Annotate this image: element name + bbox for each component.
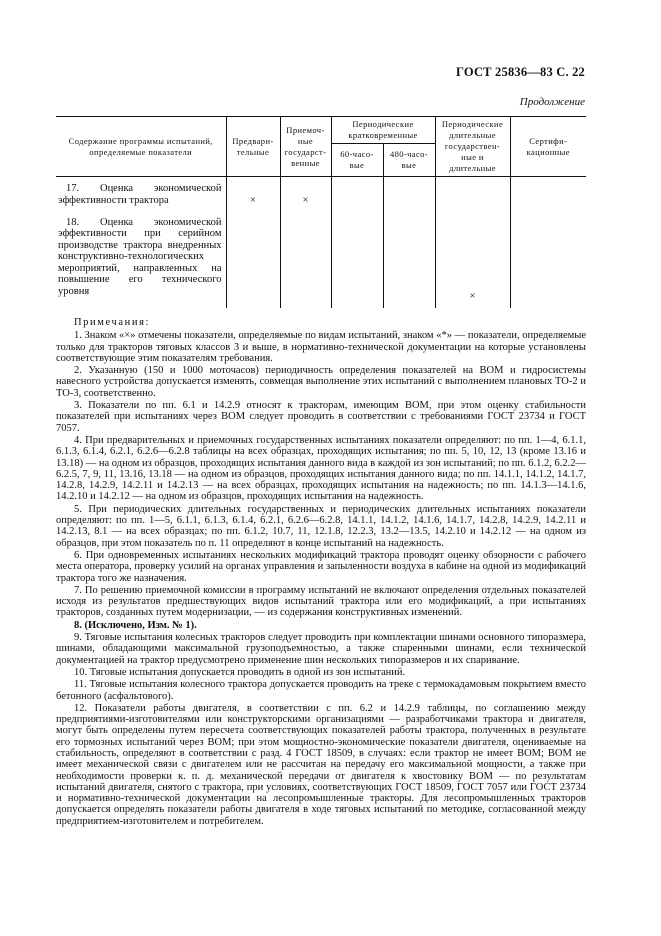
mark-acceptance: × xyxy=(302,195,309,206)
notes-title: Примечания: xyxy=(74,317,151,328)
note-item: 12. Показатели работы двигателя, в соответствии с пп. 6.2 и 14.2.9 таблицы, по соглашению между предприятиями-изготовителями или конструкторскими организациями — разработчиками трактора и двигателя, могут быть определены путем пересчета соответствующих показателей работы трактора, полученных в результате его тормозных испытаний через ВОМ; при этом мощностно-экономические показатели двигателя, оцениваемые на стабильность, определяют в соответствии с разд. 4 ГОСТ 18509, в случаях: если трактор не имеет ВОМ; ВОМ не имеет механической связи с двигателем или не рассчитан на передачу его максимальной мощности, а также при необходимости проверки к. п. д. механической передачи от двигателя к хвостовику ВОМ — по результатам испытаний двигателя, снятого с трактора, при условиях, соответствующих ГОСТ 18509, ГОСТ 7057 или ГОСТ 23734 и нормативно-технической документации на лесопромышленные тракторы. Для лесопромышленных тракторов допускается определять показатели работы двигателя в ходе тяговых испытаний по методике, согласованной между предприятием-изготовителем и потребителем. xyxy=(56,702,586,827)
row-text: 17. Оценка экономической эффективности трактора xyxy=(58,183,222,206)
row-text: 18. Оценка экономической эффективности при серийном производстве трактора внедренных конструктивно-технологических мероприятий, направленных на повышение его технического уровня xyxy=(58,216,222,298)
program-table xyxy=(56,116,586,308)
note-item: 10. Тяговые испытания допускается проводить в одной из зон испытаний. xyxy=(74,666,406,678)
note-item: 1. Знаком «×» отмечены показатели, определяемые по видам испытаний, знаком «*» — показатели, определяемые только для тракторов тяговых классов 3 и выше, в нормативно-технической документации на которые установлены соответствующие этим показателям требования. xyxy=(56,330,586,364)
note-item: 7. По решению приемочной комиссии в программу испытаний не включают определения отдельных показателей исходя из результатов предшествующих видов испытаний трактора или его модификаций, а при испытаниях тракторов, созданных путем модернизации, — из содержания конструктивных изменений. xyxy=(56,584,586,619)
header-periodic-short: Периодические кратковременные xyxy=(331,117,435,144)
note-item: 9. Тяговые испытания колесных тракторов следует проводить при комплектации шинами основного типоразмера, шинами, обладающими максимальной грузоподъемностью, а также спаренными шинами, если технической документацией на трактор предусмотрено применение шин нескольких типоразмеров и их спаривание. xyxy=(56,632,586,666)
mark-preliminary: × xyxy=(250,195,256,206)
note-item: 4. При предварительных и приемочных государственных испытаниях показатели определяют: по пп. 1—4, 6.1.1, 6.1.3, 6.1.4, 6.2.1, 6.2.6—6.2.8 таблицы на всех образцах, проходящих испытания; по пп. 5, 10, 12, 13 (кроме 13.16 и 13.18) — на одном из образцов, проходящих испытания данного вида в каждой из зон испытаний; по пп. 6.1.2, 6.2.2—6.2.5, 7, 9, 11, 13.16, 13.18 — на одном из образцов, проходящих испытания данного вида; по пп. 14.1.1, 14.1.2, 14.1.7, 14.2.8, 14.2.9, 14.2.11 и 14.2.13 — на всех образцах, проходящих испытания на надежность; по пп. 14.1.3—14.1.6, 14.2.10 и 14.2.12 — на одном из образцов, проходящих испытания на надежность. xyxy=(56,434,586,503)
note-item: 2. Указанную (150 и 1000 моточасов) периодичность определения показателей на ВОМ и гидросистемы навесного устройства допускается изменять, совмещая выполнение этих испытаний с выполнением плановых ТО-2 и ТО-3, соответственно. xyxy=(56,365,586,399)
header-preliminary: Предвари-тельные xyxy=(226,117,280,177)
note-item-excluded: 8. (Исключено, Изм. № 1). xyxy=(74,619,197,631)
page-header: ГОСТ 25836—83 С. 22 xyxy=(456,65,585,79)
header-content: Содержание программы испытаний, определяемые показатели xyxy=(56,117,226,177)
table-row xyxy=(56,177,586,211)
mark-periodic-long: × xyxy=(469,290,476,302)
header-acceptance: Приемоч-ные государст-венные xyxy=(280,117,331,177)
note-item: 5. При периодических длительных государственных и периодических длительных испытаниях показатели определяют: по пп. 1—5, 6.1.1, 6.1.3, 6.1.4, 6.2.1, 6.2.6—6.2.8, 14.1.1, 14.1.2, 14.1.6, 14.1.7, 14.2.8, 14.2.9, 14.2.11 и 14.2.13, 8.1 — на всех образцах; по пп. 6.1.2, 10.7, 11, 12.1.8, 12.2.3, 13.2—13.5, 14.2.10 и 14.2.12 — на одном из образцов, при этом показатель по п. 11 определяют в конце испытаний на надежность. xyxy=(56,503,586,549)
header-periodic-long: Периодические длительные государствен-ные и длительные xyxy=(435,117,510,177)
header-certification: Сертифи-кационные xyxy=(510,117,586,177)
header-480-hours: 480-часо-вые xyxy=(383,144,435,177)
continuation-label: Продолжение xyxy=(519,96,585,108)
note-item: 6. При одновременных испытаниях нескольких модификаций трактора проводят оценку обзорности с рабочего места оператора, проверку усилий на органах управления и запыленности воздуха в кабине на одной из модификаций трактора того же назначения. xyxy=(56,549,586,584)
table-row xyxy=(56,211,586,308)
header-60-hours: 60-часо-вые xyxy=(331,144,383,177)
notes-section xyxy=(56,317,586,828)
note-item: 3. Показатели по пп. 6.1 и 14.2.9 относят к тракторам, имеющим ВОМ, при этом оценку стабильности показателей при испытаниях через ВОМ следует проводить в соответствии с требованиями ГОСТ 23734 и ГОСТ 7057. xyxy=(56,400,586,434)
note-item: 11. Тяговые испытания колесного трактора допускается проводить на треке с термокадамовым покрытием вместо бетонного (асфальтового). xyxy=(56,679,586,702)
